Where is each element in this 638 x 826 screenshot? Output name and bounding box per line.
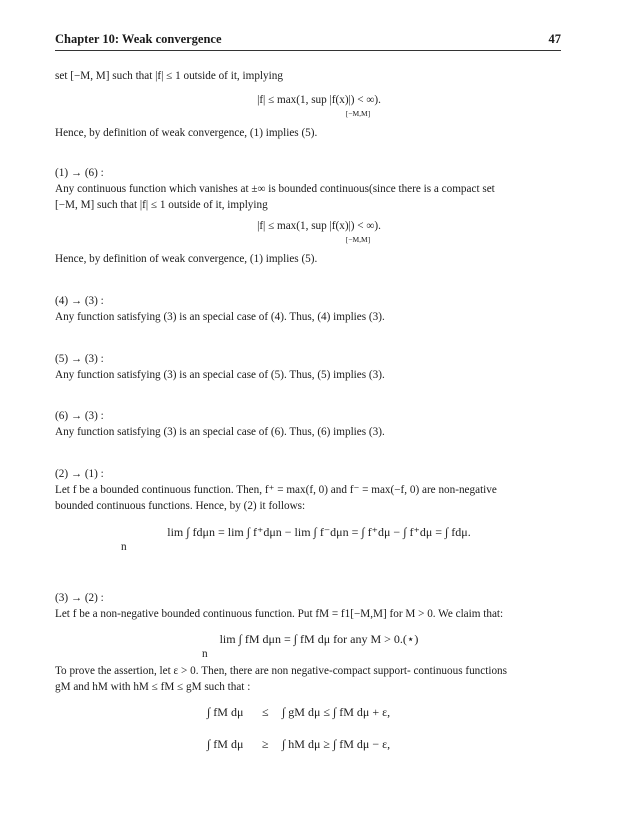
equation-subscript: n bbox=[121, 541, 127, 553]
equation-subscript: [−M,M] bbox=[345, 109, 371, 118]
paragraph-line: Any function satisfying (3) is an special case of (6). Thus, (6) implies (3). bbox=[55, 426, 385, 438]
inequality-left: ∫ fM dμ bbox=[207, 705, 244, 719]
inequality-left: ∫ fM dμ bbox=[207, 737, 244, 751]
header-rule bbox=[55, 50, 561, 51]
paragraph-line: Any function satisfying (3) is an special case of (4). Thus, (4) implies (3). bbox=[55, 311, 385, 323]
inequality-right: ∫ gM dμ ≤ ∫ fM dμ + ε, bbox=[282, 705, 391, 719]
equation-subscript: [−M,M] bbox=[345, 235, 371, 244]
section-heading: (5) → (3) : bbox=[55, 353, 104, 365]
paragraph-line: To prove the assertion, let ε > 0. Then, there are non negative-compact support- continuous functions bbox=[55, 665, 508, 677]
equation-subscript: n bbox=[202, 648, 208, 660]
paragraph-line: gM and hM with hM ≤ fM ≤ gM such that : bbox=[55, 681, 251, 693]
paragraph-line: Any function satisfying (3) is an special case of (5). Thus, (5) implies (3). bbox=[55, 369, 385, 381]
page-number: 47 bbox=[548, 32, 561, 46]
paragraph-line: Hence, by definition of weak convergence, (1) implies (5). bbox=[55, 127, 318, 139]
inequality-right: ∫ hM dμ ≥ ∫ fM dμ − ε, bbox=[282, 737, 391, 751]
section-heading: (6) → (3) : bbox=[55, 410, 104, 422]
display-equation: |f| ≤ max(1, sup |f(x)|) < ∞). bbox=[257, 220, 381, 232]
paragraph-line: Any continuous function which vanishes at ±∞ is bounded continuous(since there is a compact set bbox=[55, 183, 495, 195]
paragraph-line: [−M, M] such that |f| ≤ 1 outside of it, implying bbox=[55, 199, 268, 211]
inequality-relation: ≥ bbox=[262, 737, 269, 751]
paragraph-line: Hence, by definition of weak convergence, (1) implies (5). bbox=[55, 253, 318, 265]
section-heading: (4) → (3) : bbox=[55, 295, 104, 307]
paragraph-line: Let f be a non-negative bounded continuous function. Put fM = f1[−M,M] for M > 0. We claim that: bbox=[55, 608, 504, 620]
paragraph-line: Let f be a bounded continuous function. Then, f⁺ = max(f, 0) and f⁻ = max(−f, 0) are non-negative bbox=[55, 484, 497, 496]
display-equation: lim ∫ fdμn = lim ∫ f⁺dμn − lim ∫ f⁻dμn = ∫ f⁺dμ − ∫ f⁺dμ = ∫ fdμ. bbox=[167, 525, 471, 539]
paragraph-line: set [−M, M] such that |f| ≤ 1 outside of it, implying bbox=[55, 70, 283, 82]
section-heading: (1) → (6) : bbox=[55, 167, 104, 179]
section-heading: (2) → (1) : bbox=[55, 468, 104, 480]
inequality-relation: ≤ bbox=[262, 705, 269, 719]
display-equation: |f| ≤ max(1, sup |f(x)|) < ∞). bbox=[257, 94, 381, 106]
chapter-title: Chapter 10: Weak convergence bbox=[55, 32, 222, 46]
paragraph-line: bounded continuous functions. Hence, by (2) it follows: bbox=[55, 500, 306, 512]
running-header bbox=[55, 32, 561, 52]
display-equation: lim ∫ fM dμn = ∫ fM dμ for any M > 0.(⋆) bbox=[219, 632, 419, 646]
section-heading: (3) → (2) : bbox=[55, 592, 104, 604]
